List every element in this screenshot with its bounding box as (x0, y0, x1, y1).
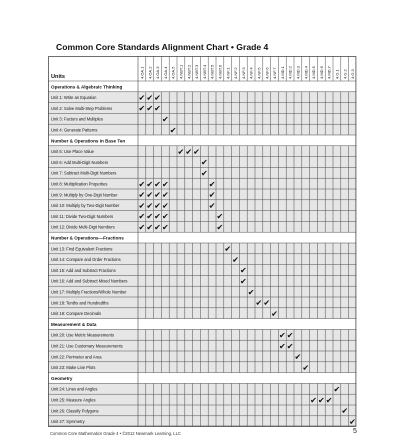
unit-label: Unit 19: Compare Decimals (51, 311, 102, 317)
standard-code: 4.NF.4 (248, 67, 254, 79)
check-mark: ✔ (154, 201, 161, 211)
unit-label: Unit 12: Divide Multi-Digit Numbers (51, 224, 115, 230)
unit-label: Unit 7: Subtract Multi-Digit Numbers (51, 170, 117, 176)
standard-code: 4.NBT.3 (194, 64, 200, 79)
standard-code: 4.OA.2 (147, 66, 153, 79)
standard-code: 4.MD.5 (311, 66, 317, 79)
standard-code: 4.MD.3 (295, 66, 301, 79)
check-mark: ✔ (193, 147, 200, 157)
check-mark: ✔ (294, 352, 302, 362)
unit-label: Unit 17: Multiply Fractions/Whole Number (51, 289, 127, 295)
unit-row (48, 146, 356, 157)
unit-label: Unit 18: Tenths and Hundredths (51, 300, 109, 306)
check-mark: ✔ (325, 395, 333, 405)
standard-code: 4.G.1 (334, 69, 340, 79)
check-mark: ✔ (161, 190, 169, 200)
standard-code: 4.OA.1 (139, 66, 145, 79)
standard-code: 4.NBT.2 (186, 64, 192, 79)
check-mark: ✔ (161, 201, 169, 211)
check-mark: ✔ (263, 298, 271, 308)
check-mark: ✔ (216, 212, 224, 222)
footer-copyright: Common Core Mathematics Grade 4 • ©2012 Newmark Learning, LLC (50, 431, 181, 436)
check-mark: ✔ (154, 179, 161, 189)
check-mark: ✔ (154, 190, 161, 200)
check-mark: ✔ (247, 287, 255, 297)
unit-label: Unit 23: Make Line Plots (51, 365, 96, 371)
standard-code: 4.OA.5 (170, 66, 176, 79)
unit-label: Unit 4: Generate Patterns (51, 127, 98, 133)
check-mark: ✔ (208, 179, 216, 189)
check-mark: ✔ (271, 309, 278, 319)
standard-code: 4.NBT.5 (209, 64, 215, 79)
standard-code: 4.NF.3 (240, 67, 246, 79)
check-mark: ✔ (146, 104, 154, 114)
unit-label: Unit 2: Solve Multi-Step Problems (51, 105, 113, 111)
check-mark: ✔ (216, 223, 224, 232)
unit-label: Unit 16: Add and Subtract Mixed Numbers (51, 278, 128, 284)
check-mark: ✔ (185, 147, 193, 157)
unit-label: Unit 20: Use Metric Measurements (51, 332, 115, 338)
unit-label: Unit 26: Classify Polygons (51, 408, 99, 414)
section-label: Geometry (51, 376, 73, 382)
check-mark: ✔ (200, 158, 208, 168)
unit-label: Unit 21: Use Customary Measurements (51, 343, 123, 349)
standard-code: 4.MD.2 (287, 66, 293, 79)
check-mark: ✔ (138, 104, 146, 114)
unit-label: Unit 24: Lines and Angles (51, 386, 98, 392)
page-title: Common Core Standards Alignment Chart • Grade 4 (56, 42, 269, 52)
unit-label: Unit 13: Find Equivalent Fractions (51, 246, 113, 252)
standard-code: 4.MD.6 (318, 66, 324, 79)
alignment-chart (48, 56, 366, 427)
check-mark: ✔ (146, 179, 154, 189)
section-label: Measurement & Data (51, 322, 97, 328)
check-mark: ✔ (310, 395, 317, 405)
check-mark: ✔ (146, 190, 154, 200)
check-mark: ✔ (146, 93, 154, 103)
check-mark: ✔ (255, 298, 263, 308)
unit-label: Unit 8: Multiplication Properties (51, 181, 108, 187)
standard-code: 4.OA.3 (155, 66, 161, 79)
unit-label: Unit 15: Add and Subtract Fractions (51, 267, 116, 273)
section-label: Number & Operations—Fractions (51, 235, 124, 241)
check-mark: ✔ (239, 277, 247, 286)
unit-label: Unit 6: Add Multi-Digit Numbers (51, 159, 109, 165)
unit-label: Unit 9: Multiply by One-Digit Number (51, 192, 118, 198)
section-row (48, 373, 356, 384)
unit-row (48, 416, 356, 427)
unit-label: Unit 25: Measure Angles (51, 397, 96, 403)
check-mark: ✔ (278, 341, 286, 351)
standard-code: 4.G.2 (342, 69, 348, 79)
unit-label: Unit 10: Multiply by Two-Digit Number (51, 203, 120, 209)
check-mark: ✔ (138, 201, 146, 211)
check-mark: ✔ (177, 147, 185, 157)
standard-code: 4.NBT.6 (217, 64, 223, 79)
standard-code: 4.NF.6 (264, 67, 270, 79)
check-mark: ✔ (154, 104, 161, 114)
check-mark: ✔ (333, 385, 341, 394)
standard-code: 4.NBT.4 (201, 64, 207, 79)
check-mark: ✔ (224, 244, 232, 254)
check-mark: ✔ (138, 179, 146, 189)
check-mark: ✔ (154, 212, 161, 222)
standard-code: 4.NBT.1 (178, 64, 184, 79)
check-mark: ✔ (302, 363, 310, 373)
check-mark: ✔ (161, 115, 169, 124)
standard-code: 4.NF.5 (256, 67, 262, 79)
section-label: Operations & Algebraic Thinking (51, 84, 123, 90)
unit-label: Unit 22: Perimeter and Area (51, 354, 102, 360)
unit-label: Unit 14: Compare and Order Fractions (51, 257, 121, 263)
check-mark: ✔ (208, 201, 216, 211)
check-mark: ✔ (161, 223, 169, 232)
unit-label: Unit 27: Symmetry (51, 419, 85, 425)
check-mark: ✔ (154, 93, 161, 103)
check-mark: ✔ (200, 169, 208, 178)
check-mark: ✔ (239, 266, 247, 276)
check-mark: ✔ (161, 212, 169, 222)
check-mark: ✔ (208, 190, 216, 200)
standard-code: 4.MD.1 (279, 66, 285, 79)
check-mark: ✔ (341, 406, 349, 416)
check-mark: ✔ (138, 223, 146, 232)
check-mark: ✔ (154, 223, 161, 232)
check-mark: ✔ (349, 417, 356, 427)
standard-code: 4.NF.1 (225, 67, 231, 79)
standard-code: 4.NF.2 (233, 67, 239, 79)
section-label: Number & Operations in Base Ten (51, 138, 126, 144)
unit-label: Unit 1: Write an Equation (51, 95, 97, 101)
standard-code: 4.NF.7 (272, 67, 278, 79)
check-mark: ✔ (278, 331, 286, 340)
check-mark: ✔ (232, 255, 239, 265)
standard-code: 4.MD.4 (303, 66, 309, 79)
check-mark: ✔ (161, 179, 169, 189)
check-mark: ✔ (146, 223, 154, 232)
unit-label: Unit 11: Divide Two-Digit Numbers (51, 213, 114, 219)
standard-code: 4.MD.7 (326, 66, 332, 79)
check-mark: ✔ (286, 331, 294, 340)
standard-code: 4.OA.4 (162, 66, 168, 79)
check-mark: ✔ (146, 212, 154, 222)
check-mark: ✔ (138, 212, 146, 222)
check-mark: ✔ (317, 395, 325, 405)
units-header: Units (51, 74, 65, 80)
check-mark: ✔ (138, 190, 146, 200)
check-mark: ✔ (146, 201, 154, 211)
unit-label: Unit 5: Use Place Value (51, 149, 94, 155)
page-number: 5 (353, 428, 357, 435)
check-mark: ✔ (286, 341, 294, 351)
unit-label: Unit 3: Factors and Multiples (51, 116, 103, 122)
check-mark: ✔ (138, 93, 146, 103)
check-mark: ✔ (169, 125, 177, 135)
standard-code: 4.G.3 (350, 69, 356, 79)
